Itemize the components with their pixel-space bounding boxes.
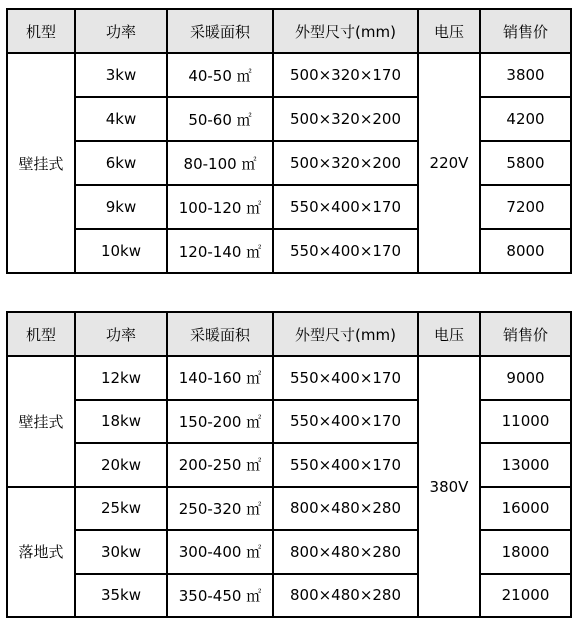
power-cell: 12kw <box>75 356 167 400</box>
size-cell: 500×320×200 <box>273 141 418 185</box>
power-cell: 25kw <box>75 487 167 531</box>
table-row <box>7 53 571 97</box>
price-cell: 9000 <box>480 356 571 400</box>
header-voltage: 电压 <box>418 9 480 53</box>
size-cell: 550×400×170 <box>273 443 418 487</box>
power-cell: 20kw <box>75 443 167 487</box>
size-cell: 550×400×170 <box>273 185 418 229</box>
size-cell: 550×400×170 <box>273 400 418 444</box>
area-cell: 120-140 ㎡ <box>167 229 273 273</box>
price-table-220v <box>6 8 572 274</box>
power-cell: 3kw <box>75 53 167 97</box>
size-cell: 800×480×280 <box>273 530 418 574</box>
size-cell: 550×400×170 <box>273 229 418 273</box>
header-price: 销售价 <box>480 9 571 53</box>
table-header-row <box>7 9 571 53</box>
table-row <box>7 229 571 273</box>
table-header-row <box>7 312 571 356</box>
power-cell: 10kw <box>75 229 167 273</box>
area-cell: 350-450 ㎡ <box>167 574 273 618</box>
price-cell: 4200 <box>480 97 571 141</box>
header-area: 采暖面积 <box>167 9 273 53</box>
price-cell: 18000 <box>480 530 571 574</box>
size-cell: 800×480×280 <box>273 487 418 531</box>
price-cell: 16000 <box>480 487 571 531</box>
header-power: 功率 <box>75 312 167 356</box>
table-row <box>7 487 571 531</box>
area-cell: 140-160 ㎡ <box>167 356 273 400</box>
table-row <box>7 400 571 444</box>
model-type-cell: 壁挂式 <box>7 356 75 487</box>
size-cell: 550×400×170 <box>273 356 418 400</box>
size-cell: 800×480×280 <box>273 574 418 618</box>
header-area: 采暖面积 <box>167 312 273 356</box>
table-row <box>7 443 571 487</box>
price-cell: 11000 <box>480 400 571 444</box>
power-cell: 9kw <box>75 185 167 229</box>
area-cell: 40-50 ㎡ <box>167 53 273 97</box>
table-row <box>7 574 571 618</box>
table-row <box>7 356 571 400</box>
price-cell: 13000 <box>480 443 571 487</box>
area-cell: 300-400 ㎡ <box>167 530 273 574</box>
power-cell: 4kw <box>75 97 167 141</box>
table-row <box>7 185 571 229</box>
table-row <box>7 530 571 574</box>
area-cell: 80-100 ㎡ <box>167 141 273 185</box>
table-row <box>7 97 571 141</box>
voltage-cell: 220V <box>418 53 480 273</box>
price-table-380v <box>6 311 572 618</box>
area-cell: 50-60 ㎡ <box>167 97 273 141</box>
header-power: 功率 <box>75 9 167 53</box>
size-cell: 500×320×170 <box>273 53 418 97</box>
header-size: 外型尺寸(mm) <box>273 9 418 53</box>
area-cell: 100-120 ㎡ <box>167 185 273 229</box>
power-cell: 18kw <box>75 400 167 444</box>
price-cell: 21000 <box>480 574 571 618</box>
header-voltage: 电压 <box>418 312 480 356</box>
header-model: 机型 <box>7 9 75 53</box>
power-cell: 30kw <box>75 530 167 574</box>
model-type-cell: 壁挂式 <box>7 53 75 273</box>
price-cell: 8000 <box>480 229 571 273</box>
area-cell: 250-320 ㎡ <box>167 487 273 531</box>
model-type-cell: 落地式 <box>7 487 75 618</box>
voltage-cell: 380V <box>418 356 480 617</box>
table-row <box>7 141 571 185</box>
price-cell: 3800 <box>480 53 571 97</box>
power-cell: 35kw <box>75 574 167 618</box>
header-price: 销售价 <box>480 312 571 356</box>
area-cell: 200-250 ㎡ <box>167 443 273 487</box>
power-cell: 6kw <box>75 141 167 185</box>
price-cell: 5800 <box>480 141 571 185</box>
area-cell: 150-200 ㎡ <box>167 400 273 444</box>
size-cell: 500×320×200 <box>273 97 418 141</box>
header-size: 外型尺寸(mm) <box>273 312 418 356</box>
price-cell: 7200 <box>480 185 571 229</box>
header-model: 机型 <box>7 312 75 356</box>
